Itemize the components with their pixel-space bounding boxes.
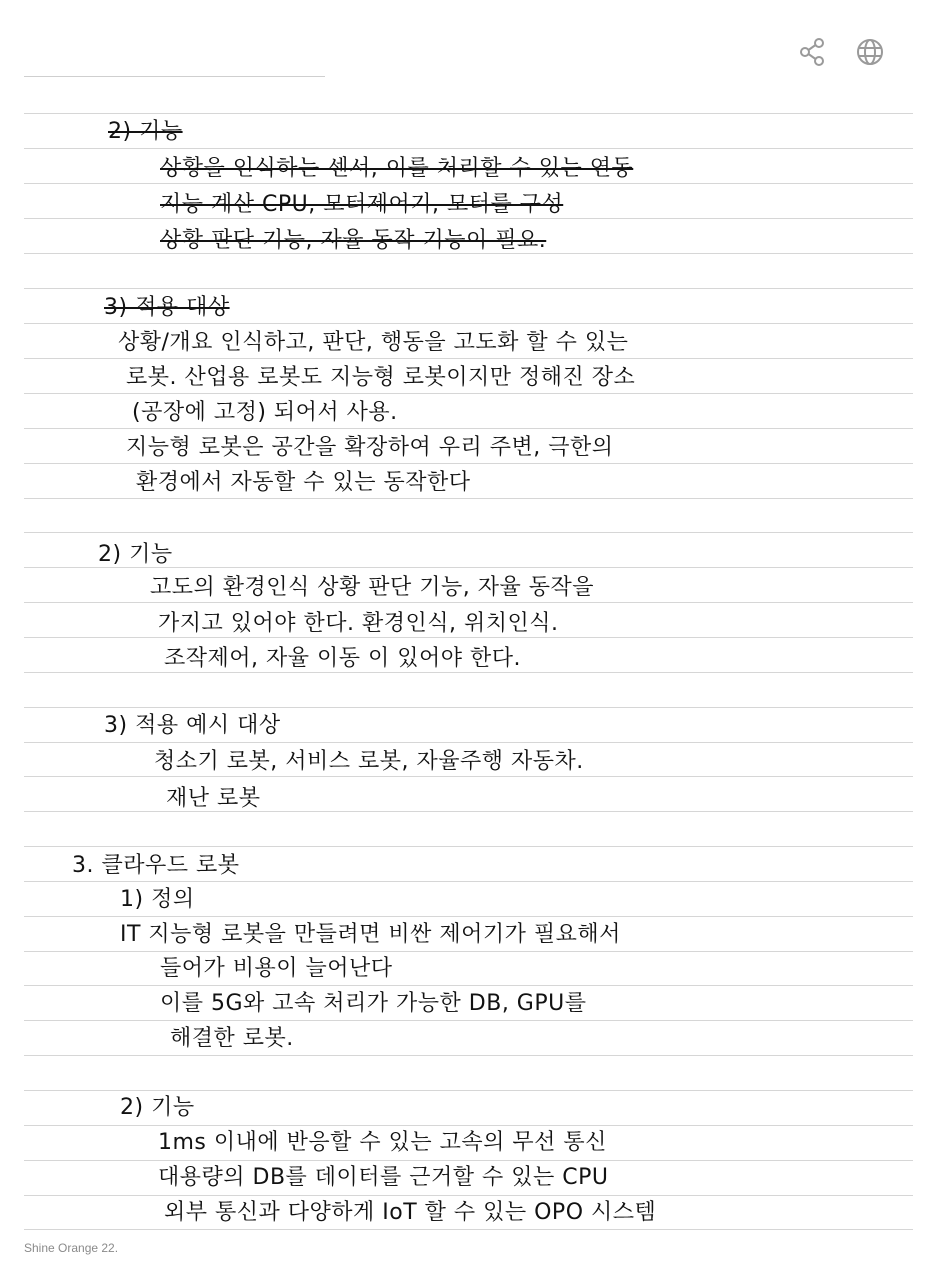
note-line: 2) 기능 xyxy=(98,542,173,567)
ruled-line xyxy=(24,742,913,743)
ruled-line xyxy=(24,881,913,882)
note-line: 2) 기능 xyxy=(120,1095,195,1120)
ruled-line xyxy=(24,1160,913,1161)
note-line: 로봇. 산업용 로봇도 지능형 로봇이지만 정해진 장소 xyxy=(126,365,636,390)
footer-brand: Shine Orange 22. xyxy=(24,1241,119,1255)
title-underline xyxy=(24,76,325,77)
ruled-line xyxy=(24,1055,913,1056)
ruled-line xyxy=(24,323,913,324)
ruled-line xyxy=(24,1125,913,1126)
ruled-line xyxy=(24,532,913,533)
note-line: 3) 적용 예시 대상 xyxy=(104,713,281,738)
ruled-line xyxy=(24,811,913,812)
note-line: 재난 로봇 xyxy=(166,786,261,811)
ruled-line xyxy=(24,1090,913,1091)
note-line: 가지고 있어야 한다. 환경인식, 위치인식. xyxy=(158,611,559,636)
toolbar xyxy=(796,36,886,68)
ruled-line xyxy=(24,776,913,777)
note-line: 상황 판단 기능, 자율 동작 기능이 필요. xyxy=(160,228,547,253)
ruled-line xyxy=(24,916,913,917)
note-line: 대용량의 DB를 데이터를 근거할 수 있는 CPU xyxy=(158,1165,609,1190)
ruled-line xyxy=(24,846,913,847)
note-line: 2) 기능 xyxy=(108,119,183,144)
ruled-line xyxy=(24,498,913,499)
share-button[interactable] xyxy=(796,36,828,68)
note-line: 고도의 환경인식 상황 판단 기능, 자율 동작을 xyxy=(150,575,594,600)
note-line: 해결한 로봇. xyxy=(170,1026,294,1051)
ruled-line xyxy=(24,707,913,708)
note-line: 외부 통신과 다양하게 IoT 할 수 있는 OPO 시스템 xyxy=(164,1200,657,1225)
note-line: 상황/개요 인식하고, 판단, 행동을 고도화 할 수 있는 xyxy=(118,330,629,355)
ruled-line xyxy=(24,148,913,149)
note-line: (공장에 고정) 되어서 사용. xyxy=(132,400,398,425)
ruled-line xyxy=(24,113,913,114)
ruled-line xyxy=(24,183,913,184)
ruled-line xyxy=(24,951,913,952)
ruled-line xyxy=(24,393,913,394)
note-line: 환경에서 자동할 수 있는 동작한다 xyxy=(136,470,471,495)
ruled-line xyxy=(24,463,913,464)
ruled-line xyxy=(24,358,913,359)
note-line: 상황을 인식하는 센서, 이를 처리할 수 있는 연동 xyxy=(160,156,634,181)
note-line: 지능 계산 CPU, 모터제어기, 모터를 구성 xyxy=(160,192,564,217)
share-icon xyxy=(799,38,825,66)
note-line: 1ms 이내에 반응할 수 있는 고속의 무선 통신 xyxy=(158,1130,607,1155)
globe-button[interactable] xyxy=(854,36,886,68)
note-line: 청소기 로봇, 서비스 로봇, 자율주행 자동차. xyxy=(154,749,584,774)
ruled-line xyxy=(24,288,913,289)
ruled-line xyxy=(24,428,913,429)
note-line: 3. 클라우드 로봇 xyxy=(72,853,240,878)
note-line: 3) 적용 대상 xyxy=(104,295,230,320)
ruled-line xyxy=(24,1195,913,1196)
note-line: 지능형 로봇은 공간을 확장하여 우리 주변, 극한의 xyxy=(126,435,614,460)
globe-icon xyxy=(856,38,884,66)
note-line: 1) 정의 xyxy=(120,887,195,912)
note-line: 조작제어, 자율 이동 이 있어야 한다. xyxy=(164,646,521,671)
note-line: 들어가 비용이 늘어난다 xyxy=(160,956,393,981)
ruled-line xyxy=(24,985,913,986)
note-line: 이를 5G와 고속 처리가 가능한 DB, GPU를 xyxy=(160,991,587,1016)
ruled-line xyxy=(24,602,913,603)
note-line: IT 지능형 로봇을 만들려면 비싼 제어기가 필요해서 xyxy=(120,922,621,947)
ruled-line xyxy=(24,1229,913,1230)
ruled-line xyxy=(24,1020,913,1021)
